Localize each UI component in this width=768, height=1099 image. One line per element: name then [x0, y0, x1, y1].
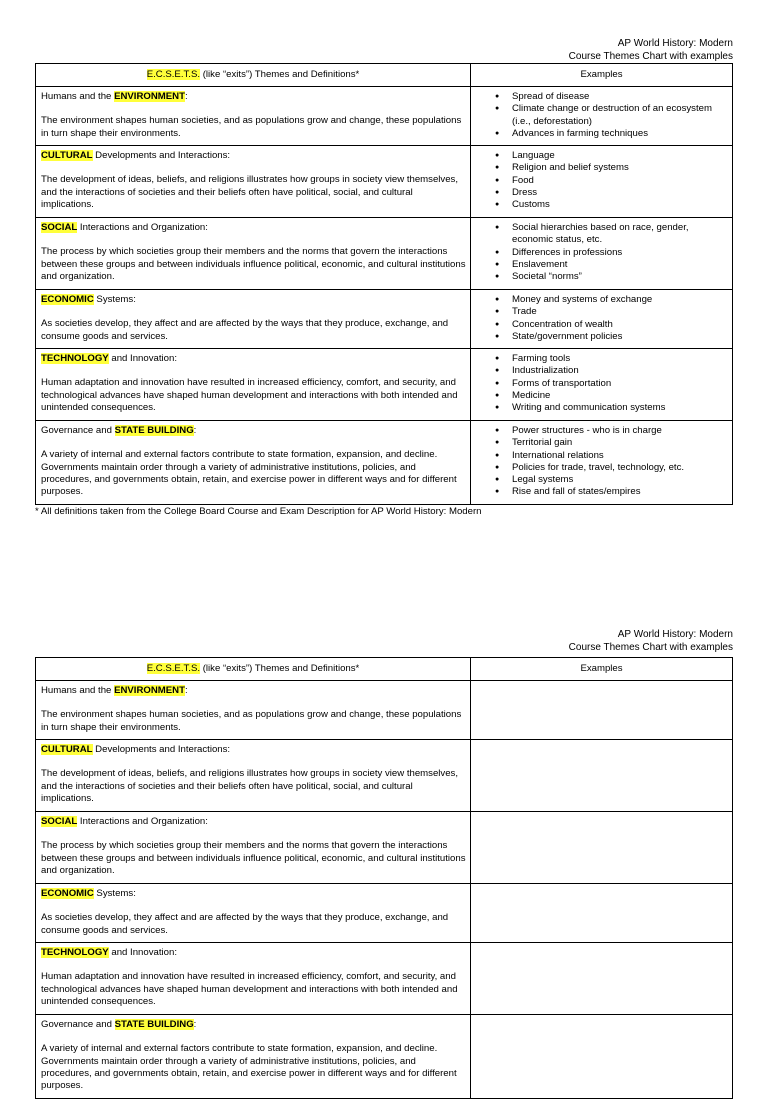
theme-row-social [36, 218, 733, 290]
example-item: ● Enslavement [475, 259, 728, 271]
examples-list [475, 150, 728, 211]
theme-row-social [36, 812, 733, 884]
theme-row-economic [36, 884, 733, 943]
theme-keyword: ENVIRONMENT [114, 91, 185, 102]
example-item: ● Farming tools [475, 353, 728, 365]
examples-cell [471, 349, 733, 421]
example-item: ● Societal “norms” [475, 271, 728, 283]
example-item: ● Spread of disease [475, 91, 728, 103]
theme-row-environment [36, 87, 733, 146]
themes-column-header: E.C.S.E.T.S. (like “exits”) Themes and Definitions* [36, 64, 471, 87]
example-item: ● Religion and belief systems [475, 162, 728, 174]
examples-cell [471, 421, 733, 505]
table-header-row [36, 64, 733, 87]
theme-title: TECHNOLOGY and Innovation: [41, 947, 177, 958]
theme-keyword: CULTURAL [41, 744, 93, 755]
theme-row-state-building [36, 421, 733, 505]
examples-cell-empty[interactable] [471, 884, 733, 943]
examples-cell-empty[interactable] [471, 1015, 733, 1099]
theme-keyword: ENVIRONMENT [114, 685, 185, 696]
theme-definition: The process by which societies group their members and the norms that govern the interactions between these groups and between individuals influence political, economic, and cultural institutions and organization. [41, 246, 466, 282]
example-item: ● Medicine [475, 390, 728, 402]
document-header [333, 628, 733, 654]
theme-definition: The environment shapes human societies, and as populations grow and change, these populations in turn shape their environments. [41, 709, 462, 733]
examples-list [475, 91, 728, 140]
example-item: ● Customs [475, 199, 728, 211]
example-item: ● Dress [475, 187, 728, 199]
theme-title: SOCIAL Interactions and Organization: [41, 816, 208, 827]
examples-cell [471, 146, 733, 218]
theme-title: Governance and STATE BUILDING: [41, 1019, 197, 1030]
example-item: ● Rise and fall of states/empires [475, 486, 728, 498]
example-item: ● Concentration of wealth [475, 319, 728, 331]
theme-title: Governance and STATE BUILDING: [41, 425, 197, 436]
themes-table-blank [35, 657, 733, 1099]
examples-list [475, 222, 728, 283]
theme-title: TECHNOLOGY and Innovation: [41, 353, 177, 364]
chart-subtitle: Course Themes Chart with examples [568, 642, 733, 653]
theme-title: SOCIAL Interactions and Organization: [41, 222, 208, 233]
theme-title: CULTURAL Developments and Interactions: [41, 150, 231, 161]
chart-subtitle: Course Themes Chart with examples [568, 51, 733, 62]
theme-definition: Human adaptation and innovation have resulted in increased efficiency, comfort, and security, and technological advances have shaped human development and interactions with both intended and unintended consequences. [41, 971, 458, 1007]
theme-definition: The process by which societies group their members and the norms that govern the interactions between these groups and between individuals influence political, economic, and cultural institutions and organization. [41, 840, 466, 876]
example-item: ● Social hierarchies based on race, gender, economic status, etc. [475, 222, 728, 247]
examples-list [475, 353, 728, 414]
theme-keyword: TECHNOLOGY [41, 353, 109, 364]
document-header [333, 37, 733, 63]
theme-cell [36, 290, 471, 349]
theme-cell [36, 349, 471, 421]
themes-column-header: E.C.S.E.T.S. (like “exits”) Themes and Definitions* [36, 658, 471, 681]
themes-table-filled [35, 63, 733, 505]
theme-keyword: ECONOMIC [41, 294, 94, 305]
theme-title: ECONOMIC Systems: [41, 294, 136, 305]
examples-cell-empty[interactable] [471, 740, 733, 812]
table-header-row [36, 658, 733, 681]
theme-cell [36, 218, 471, 290]
theme-keyword: SOCIAL [41, 222, 78, 233]
theme-cell [36, 681, 471, 740]
theme-row-state-building [36, 1015, 733, 1099]
theme-row-technology [36, 349, 733, 421]
theme-cell [36, 884, 471, 943]
examples-cell [471, 87, 733, 146]
example-item: ● Legal systems [475, 474, 728, 486]
theme-definition: The development of ideas, beliefs, and religions illustrates how groups in society view themselves, and the interactions of societies and their beliefs often have political, social, and cultural implications. [41, 174, 459, 210]
examples-cell-empty[interactable] [471, 681, 733, 740]
theme-cell [36, 87, 471, 146]
example-item: ● Forms of transportation [475, 378, 728, 390]
theme-row-cultural [36, 146, 733, 218]
theme-definition: As societies develop, they affect and are affected by the ways that they produce, exchange, and consume goods and services. [41, 318, 449, 342]
theme-keyword: ECONOMIC [41, 888, 94, 899]
examples-list [475, 294, 728, 343]
ecsets-acronym: E.C.S.E.T.S. [146, 68, 201, 80]
theme-cell [36, 740, 471, 812]
examples-cell [471, 218, 733, 290]
theme-row-economic [36, 290, 733, 349]
example-item: ● Trade [475, 306, 728, 318]
theme-keyword: CULTURAL [41, 150, 93, 161]
examples-cell [471, 290, 733, 349]
theme-keyword: STATE BUILDING [114, 1019, 194, 1030]
theme-row-cultural [36, 740, 733, 812]
example-item: ● Money and systems of exchange [475, 294, 728, 306]
example-item: ● Power structures - who is in charge [475, 425, 728, 437]
theme-title: CULTURAL Developments and Interactions: [41, 744, 231, 755]
example-item: ● Food [475, 175, 728, 187]
theme-cell [36, 146, 471, 218]
course-title: AP World History: Modern [617, 629, 733, 640]
theme-definition: The development of ideas, beliefs, and religions illustrates how groups in society view themselves, and the interactions of societies and their beliefs often have political, social, and cultural implications. [41, 768, 459, 804]
example-item: ● Differences in professions [475, 247, 728, 259]
theme-cell [36, 1015, 471, 1099]
example-item: ● Industrialization [475, 365, 728, 377]
example-item: ● Advances in farming techniques [475, 128, 728, 140]
example-item: ● Writing and communication systems [475, 402, 728, 414]
example-item: ● Territorial gain [475, 437, 728, 449]
theme-keyword: SOCIAL [41, 816, 78, 827]
theme-cell [36, 812, 471, 884]
theme-row-technology [36, 943, 733, 1015]
theme-row-environment [36, 681, 733, 740]
examples-column-header: Examples [471, 64, 733, 87]
theme-definition: A variety of internal and external factors contribute to state formation, expansion, and decline. Governments maintain order through a variety of administrative institutions, policies, and procedures, and governments obtain, retain, and exercise power in different ways and for different purposes. [41, 449, 457, 498]
example-item: ● Policies for trade, travel, technology, etc. [475, 462, 728, 474]
examples-cell-empty[interactable] [471, 812, 733, 884]
example-item: ● Climate change or destruction of an ecosystem (i.e., deforestation) [475, 103, 728, 128]
ecsets-acronym: E.C.S.E.T.S. [146, 662, 201, 674]
theme-definition: Human adaptation and innovation have resulted in increased efficiency, comfort, and security, and technological advances have shaped human development and interactions with both intended and unintended consequences. [41, 377, 458, 413]
example-item: ● International relations [475, 450, 728, 462]
theme-title: ECONOMIC Systems: [41, 888, 136, 899]
examples-list [475, 425, 728, 499]
footnote: * All definitions taken from the College Board Course and Exam Description for AP World History: Modern [35, 506, 482, 517]
theme-keyword: TECHNOLOGY [41, 947, 109, 958]
theme-definition: As societies develop, they affect and are affected by the ways that they produce, exchange, and consume goods and services. [41, 912, 449, 936]
theme-title: Humans and the ENVIRONMENT: [41, 91, 188, 102]
theme-title: Humans and the ENVIRONMENT: [41, 685, 188, 696]
theme-cell [36, 943, 471, 1015]
example-item: ● Language [475, 150, 728, 162]
theme-definition: The environment shapes human societies, and as populations grow and change, these populations in turn shape their environments. [41, 115, 462, 139]
theme-cell [36, 421, 471, 505]
course-title: AP World History: Modern [617, 38, 733, 49]
theme-definition: A variety of internal and external factors contribute to state formation, expansion, and decline. Governments maintain order through a variety of administrative institutions, policies, and procedures, and governments obtain, retain, and exercise power in different ways and for different purposes. [41, 1043, 457, 1092]
example-item: ● State/government policies [475, 331, 728, 343]
examples-column-header: Examples [471, 658, 733, 681]
theme-keyword: STATE BUILDING [114, 425, 194, 436]
examples-cell-empty[interactable] [471, 943, 733, 1015]
